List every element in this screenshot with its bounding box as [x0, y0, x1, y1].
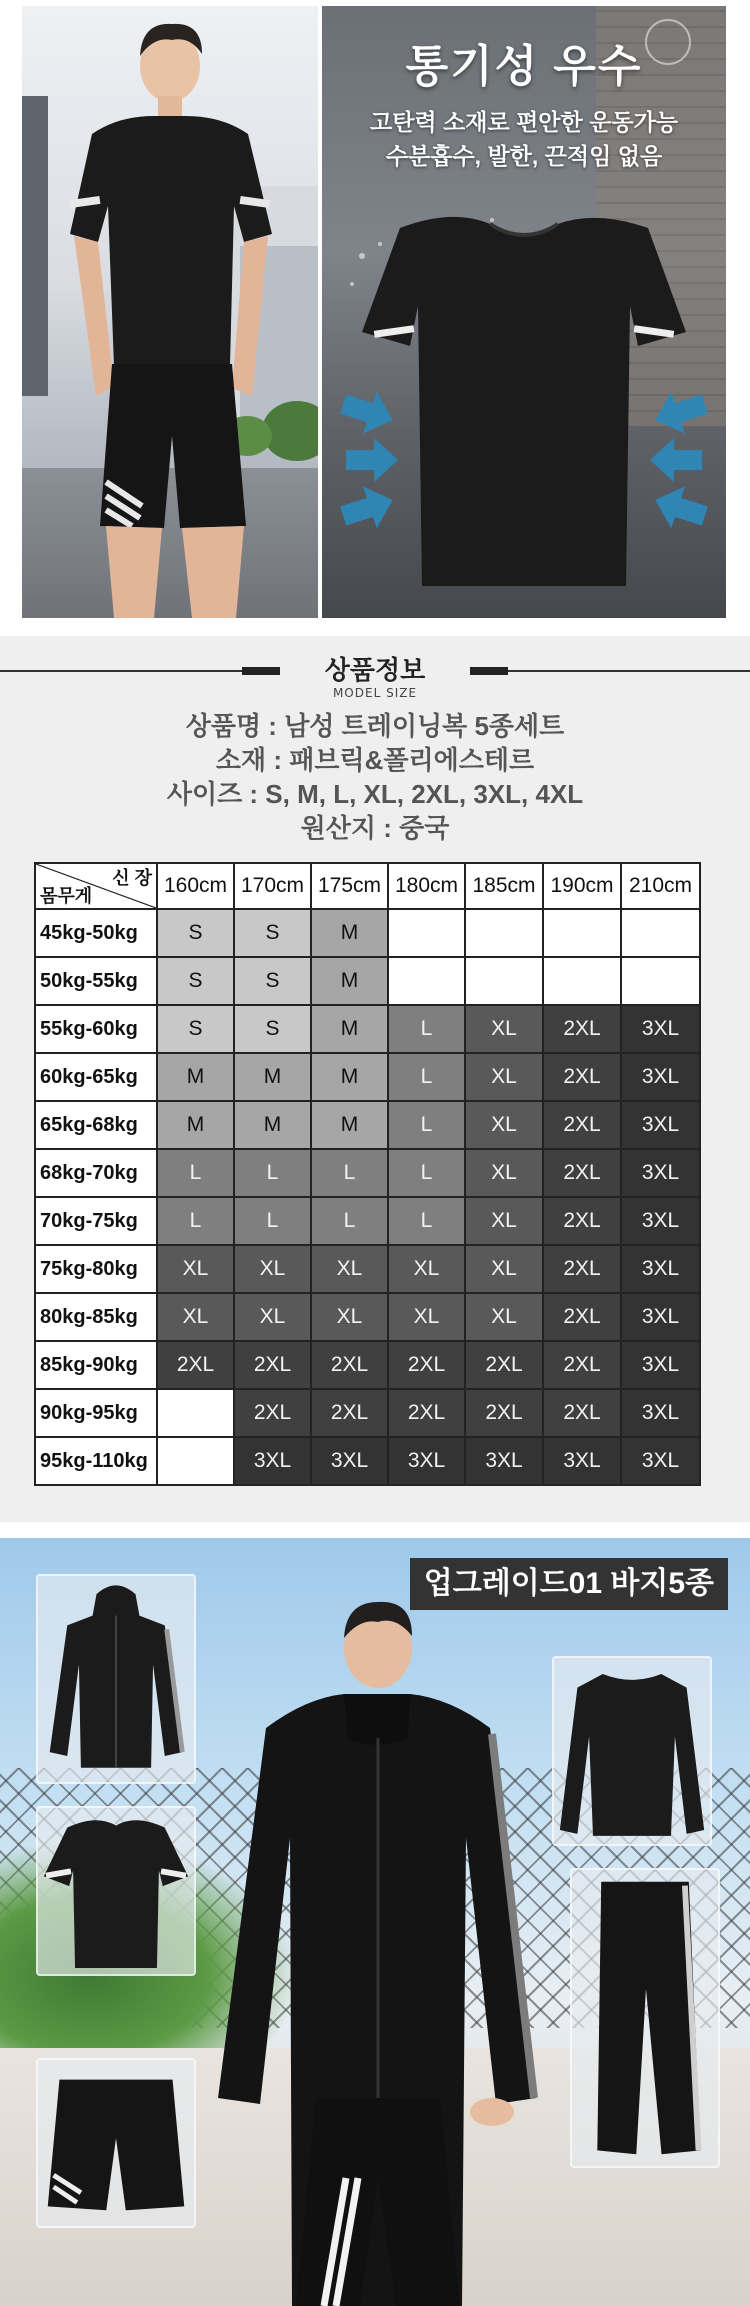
- size-cell: XL: [465, 1101, 543, 1149]
- size-cell: 2XL: [543, 1101, 621, 1149]
- size-cell: [465, 957, 543, 1005]
- size-cell: [543, 909, 621, 957]
- long-sleeve-icon: [554, 1658, 710, 1844]
- height-axis-label: 신 장: [112, 868, 152, 888]
- size-cell: 3XL: [543, 1437, 621, 1485]
- material-line: 소재 : 패브릭&폴리에스테르: [215, 745, 535, 775]
- size-cell: 2XL: [465, 1341, 543, 1389]
- hoodie-card: [36, 1574, 196, 1784]
- size-cell: XL: [388, 1293, 465, 1341]
- size-cell: 3XL: [621, 1101, 700, 1149]
- size-cell: XL: [465, 1293, 543, 1341]
- hoodie-icon: [38, 1576, 194, 1782]
- height-header-4: 185cm: [465, 863, 543, 909]
- shorts-icon: [38, 2060, 194, 2226]
- product-info-subtitle: MODEL SIZE: [332, 686, 418, 700]
- size-cell: 2XL: [543, 1197, 621, 1245]
- size-row: [35, 1341, 700, 1389]
- size-cell: XL: [465, 1197, 543, 1245]
- size-cell: L: [234, 1197, 311, 1245]
- size-row: [35, 1101, 700, 1149]
- size-cell: 3XL: [621, 1437, 700, 1485]
- breathability-headline: 통기성 우수: [405, 42, 643, 91]
- weight-label: 68kg-70kg: [35, 1149, 157, 1197]
- weight-label: 80kg-85kg: [35, 1293, 157, 1341]
- size-cell: S: [157, 957, 234, 1005]
- size-cell: M: [234, 1053, 311, 1101]
- size-cell: 3XL: [621, 1005, 700, 1053]
- size-cell: M: [234, 1101, 311, 1149]
- size-cell: 3XL: [621, 1341, 700, 1389]
- size-cell: 2XL: [543, 1341, 621, 1389]
- height-header-6: 210cm: [621, 863, 700, 909]
- size-cell: XL: [311, 1293, 388, 1341]
- size-cell: 3XL: [621, 1053, 700, 1101]
- size-cell: 2XL: [543, 1245, 621, 1293]
- size-cell: 2XL: [465, 1389, 543, 1437]
- size-cell: L: [388, 1101, 465, 1149]
- upgrade-set-section: [0, 1538, 750, 2306]
- size-row: [35, 1437, 700, 1485]
- product-info-section: [0, 636, 750, 1522]
- tshirt-icon: [38, 1808, 194, 1974]
- size-cell: 2XL: [311, 1389, 388, 1437]
- size-cell: 2XL: [388, 1341, 465, 1389]
- origin-line: 원산지 : 중국: [300, 813, 450, 843]
- size-cell: [157, 1389, 234, 1437]
- weight-label: 50kg-55kg: [35, 957, 157, 1005]
- size-cell: S: [157, 909, 234, 957]
- size-cell: XL: [311, 1245, 388, 1293]
- size-row: [35, 1149, 700, 1197]
- weight-label: 70kg-75kg: [35, 1197, 157, 1245]
- product-info-heading: [0, 646, 750, 700]
- size-cell: L: [388, 1005, 465, 1053]
- size-cell: S: [234, 1005, 311, 1053]
- size-cell: XL: [465, 1053, 543, 1101]
- size-cell: [388, 909, 465, 957]
- height-header-3: 180cm: [388, 863, 465, 909]
- product-name-line: 상품명 : 남성 트레이닝복 5종세트: [185, 711, 565, 741]
- size-cell: 3XL: [388, 1437, 465, 1485]
- size-cell: 2XL: [234, 1389, 311, 1437]
- size-row: [35, 1197, 700, 1245]
- size-cell: S: [157, 1005, 234, 1053]
- size-cell: 2XL: [543, 1149, 621, 1197]
- breathability-line-1: 고탄력 소재로 편안한 운동가능: [369, 109, 678, 135]
- shorts-card: [36, 2058, 196, 2228]
- size-cell: 3XL: [465, 1437, 543, 1485]
- jogger-pants-icon: [572, 1870, 718, 2166]
- height-header-1: 170cm: [234, 863, 311, 909]
- size-cell: M: [311, 1005, 388, 1053]
- size-cell: [388, 957, 465, 1005]
- pants-card: [570, 1868, 720, 2168]
- size-cell: S: [234, 957, 311, 1005]
- size-row: [35, 909, 700, 957]
- size-cell: 2XL: [543, 1005, 621, 1053]
- weight-label: 95kg-110kg: [35, 1437, 157, 1485]
- size-cell: 3XL: [311, 1437, 388, 1485]
- size-cell: L: [311, 1149, 388, 1197]
- size-cell: [621, 909, 700, 957]
- height-header-2: 175cm: [311, 863, 388, 909]
- weight-label: 85kg-90kg: [35, 1341, 157, 1389]
- size-cell: XL: [388, 1245, 465, 1293]
- size-cell: L: [234, 1149, 311, 1197]
- size-cell: 2XL: [157, 1341, 234, 1389]
- size-row: [35, 1053, 700, 1101]
- size-cell: 3XL: [621, 1149, 700, 1197]
- model-photo: [22, 6, 318, 618]
- weight-label: 90kg-95kg: [35, 1389, 157, 1437]
- size-cell: M: [311, 1053, 388, 1101]
- size-cell: [543, 957, 621, 1005]
- size-chart-corner: [35, 863, 157, 909]
- size-cell: [465, 909, 543, 957]
- product-info-title: 상품정보: [324, 655, 426, 685]
- weight-label: 45kg-50kg: [35, 909, 157, 957]
- size-row: [35, 957, 700, 1005]
- size-cell: M: [311, 957, 388, 1005]
- garment-detail-panel: [322, 6, 726, 618]
- size-row: [35, 1389, 700, 1437]
- size-cell: S: [234, 909, 311, 957]
- size-cell: XL: [465, 1005, 543, 1053]
- size-cell: XL: [465, 1149, 543, 1197]
- size-cell: M: [157, 1101, 234, 1149]
- weight-label: 55kg-60kg: [35, 1005, 157, 1053]
- size-cell: 2XL: [311, 1341, 388, 1389]
- size-cell: XL: [157, 1245, 234, 1293]
- size-cell: L: [157, 1197, 234, 1245]
- weight-label: 75kg-80kg: [35, 1245, 157, 1293]
- size-row: [35, 1293, 700, 1341]
- breathability-section: [0, 0, 750, 628]
- size-cell: XL: [465, 1245, 543, 1293]
- size-cell: M: [311, 1101, 388, 1149]
- size-chart-table: [34, 862, 701, 1486]
- size-cell: XL: [234, 1293, 311, 1341]
- size-cell: 3XL: [234, 1437, 311, 1485]
- sizes-line: 사이즈 : S, M, L, XL, 2XL, 3XL, 4XL: [166, 779, 584, 809]
- size-cell: XL: [234, 1245, 311, 1293]
- weight-label: 65kg-68kg: [35, 1101, 157, 1149]
- tshirt-card: [36, 1806, 196, 1976]
- size-cell: L: [157, 1149, 234, 1197]
- size-row: [35, 1005, 700, 1053]
- height-header-0: 160cm: [157, 863, 234, 909]
- size-row: [35, 1245, 700, 1293]
- upgrade-badge: 업그레이드01 바지5종: [410, 1558, 728, 1610]
- size-cell: L: [388, 1053, 465, 1101]
- size-cell: 3XL: [621, 1197, 700, 1245]
- size-cell: XL: [157, 1293, 234, 1341]
- tshirt-breathability-illustration: [322, 6, 726, 618]
- size-cell: 2XL: [543, 1293, 621, 1341]
- breathability-line-2: 수분흡수, 발한, 끈적임 없음: [385, 143, 663, 169]
- upgrade-model-figure: [196, 1538, 556, 2306]
- size-cell: 2XL: [543, 1389, 621, 1437]
- model-figure: [22, 6, 318, 618]
- size-cell: L: [388, 1197, 465, 1245]
- size-cell: M: [157, 1053, 234, 1101]
- size-cell: 2XL: [234, 1341, 311, 1389]
- size-cell: 2XL: [543, 1053, 621, 1101]
- weight-label: 60kg-65kg: [35, 1053, 157, 1101]
- long-sleeve-card: [552, 1656, 712, 1846]
- weight-axis-label: 몸무게: [40, 886, 93, 906]
- size-cell: [157, 1437, 234, 1485]
- size-cell: 2XL: [388, 1389, 465, 1437]
- size-cell: L: [311, 1197, 388, 1245]
- size-cell: 3XL: [621, 1293, 700, 1341]
- size-cell: [621, 957, 700, 1005]
- size-cell: 3XL: [621, 1389, 700, 1437]
- size-cell: L: [388, 1149, 465, 1197]
- size-cell: 3XL: [621, 1245, 700, 1293]
- height-header-5: 190cm: [543, 863, 621, 909]
- size-cell: M: [311, 909, 388, 957]
